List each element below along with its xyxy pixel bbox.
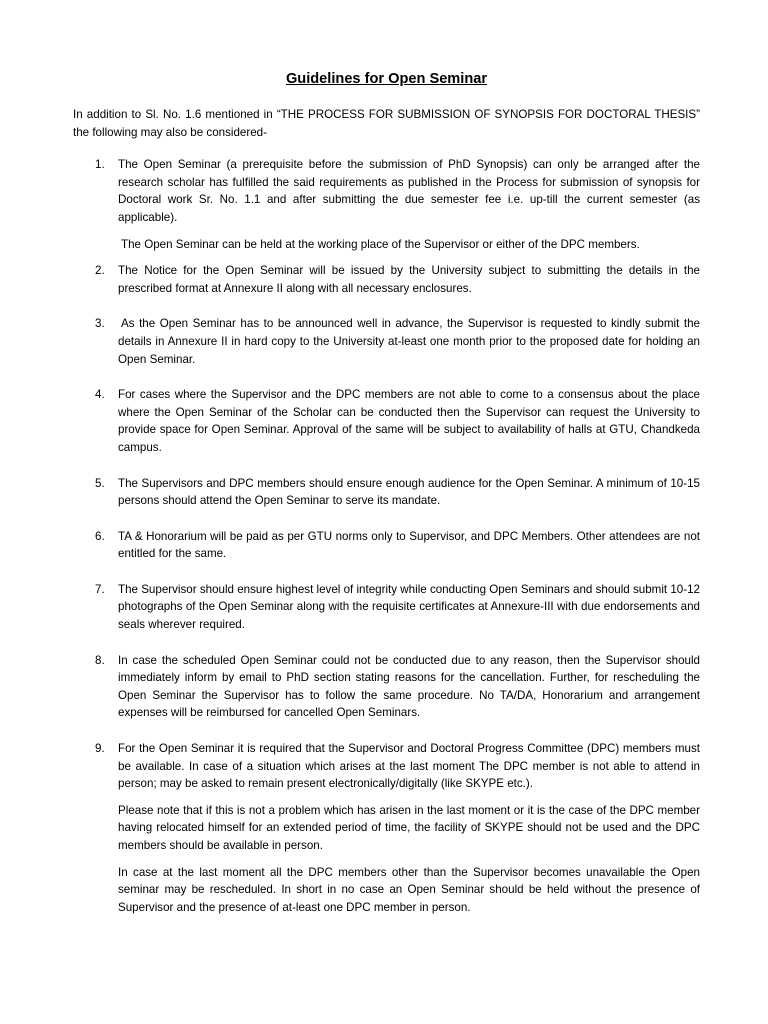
item-number: 2. <box>95 264 105 278</box>
item-number: 6. <box>95 529 105 543</box>
item-number: 5. <box>95 476 105 490</box>
document-title: Guidelines for Open Seminar <box>285 71 488 87</box>
item-number: 3. <box>95 317 105 331</box>
intro-paragraph: In addition to Sl. No. 1.6 mentioned in “THE PROCESS FOR SUBMISSION OF SYNOPSIS FOR DOCTORAL THESIS” the following may also be considered- <box>73 108 700 139</box>
item-number: 8. <box>95 653 105 667</box>
list-item <box>73 386 700 456</box>
item-paragraph: The Open Seminar (a prerequisite before the submission of PhD Synopsis) can only be arranged after the research scholar has fulfilled the said requirements as published in the Process for submission of synopsis for Doctoral work Sr. No. 1.1 and after submitting the due semester fee i.e. up-till the current semester (as applicable). <box>118 158 700 224</box>
guidelines-list <box>73 156 700 916</box>
list-item <box>73 156 700 253</box>
item-paragraph: The Supervisor should ensure highest level of integrity while conducting Open Seminars and should submit 10-12 photographs of the Open Seminar along with the requisite certificates at Annexure-III with due endorsements and seals wherever required. <box>118 582 700 632</box>
item-paragraph: In case the scheduled Open Seminar could not be conducted due to any reason, then the Supervisor should immediately inform by email to PhD section stating reasons for the cancellation. Further, for rescheduling the Open Seminar the Supervisor has to follow the same procedure. No TA/DA, Honorarium and arrangement expenses will be reimbursed for cancelled Open Seminars. <box>118 653 700 720</box>
item-paragraph: TA & Honorarium will be paid as per GTU norms only to Supervisor, and DPC Members. Other attendees are not entitled for the same. <box>118 529 700 561</box>
item-paragraph: For the Open Seminar it is required that the Supervisor and Doctoral Progress Committee (DPC) members must be available. In case of a situation which arises at the last moment The DPC member is not able to attend in person; may be asked to remain present electronically/digitally (like SKYPE etc.). <box>118 742 700 791</box>
item-number: 1. <box>95 158 105 172</box>
item-paragraph: Please note that if this is not a problem which has arisen in the last moment or it is the case of the DPC member having relocated himself for an extended period of time, the facility of SKYPE should not be used and the DPC members should be available in person. <box>118 803 700 852</box>
item-number: 9. <box>95 742 105 756</box>
list-item <box>73 652 700 722</box>
item-paragraph: The Supervisors and DPC members should ensure enough audience for the Open Seminar. A minimum of 10-15 persons should attend the Open Seminar to serve its mandate. <box>118 476 700 508</box>
item-paragraph: For cases where the Supervisor and the DPC members are not able to come to a consensus about the place where the Open Seminar of the Scholar can be conducted then the Supervisor can request the University to provide space for Open Seminar. Approval of the same will be subject to availability of halls at GTU, Chandkeda campus. <box>118 388 700 454</box>
item-paragraph: In case at the last moment all the DPC members other than the Supervisor becomes unavailable the Open seminar may be rescheduled. In short in no case an Open Seminar should be held without the presence of Supervisor and the presence of at-least one DPC member in person. <box>118 865 700 914</box>
item-number: 7. <box>95 582 105 596</box>
list-item <box>73 740 700 916</box>
list-item <box>73 528 700 563</box>
list-item <box>73 475 700 510</box>
item-number: 4. <box>95 388 105 402</box>
list-item <box>73 581 700 634</box>
item-paragraph: The Notice for the Open Seminar will be issued by the University subject to submitting the details in the prescribed format at Annexure II along with all necessary enclosures. <box>118 264 700 295</box>
item-paragraph: As the Open Seminar has to be announced well in advance, the Supervisor is requested to kindly submit the details in Annexure II in hard copy to the University at-least one month prior to the proposed date for holding an Open Seminar. <box>118 317 700 366</box>
list-item <box>73 262 700 297</box>
list-item <box>73 315 700 368</box>
item-paragraph: The Open Seminar can be held at the working place of the Supervisor or either of the DPC members. <box>121 237 640 251</box>
